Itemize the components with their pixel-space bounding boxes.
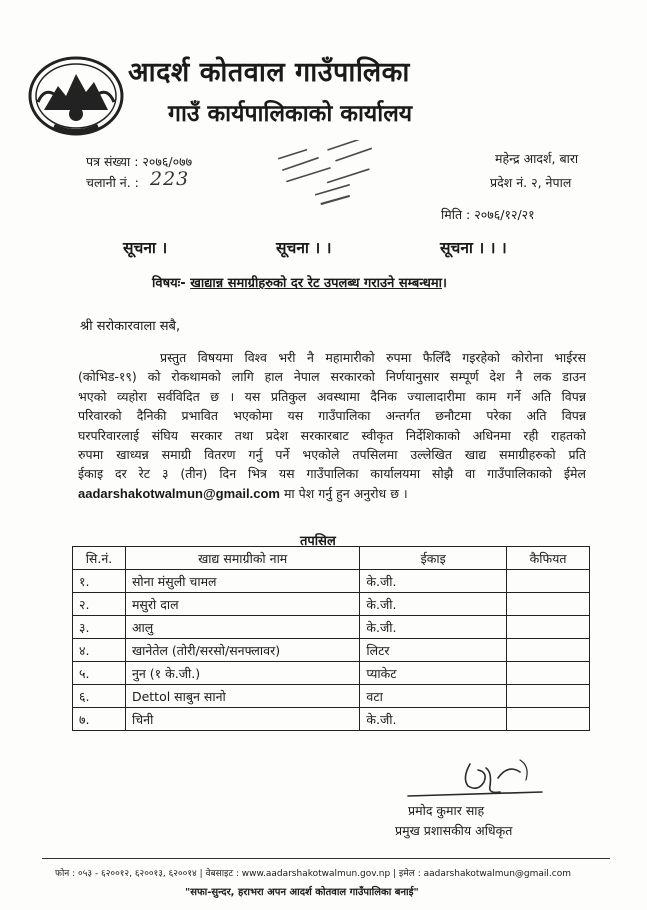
cell-item: नुन (१ के.जी.) <box>125 662 359 685</box>
body-closing: मा पेश गर्नु हुन अनुरोध छ । <box>279 485 408 501</box>
footer-divider <box>42 858 610 859</box>
cell-serial: ६. <box>73 685 126 708</box>
cell-item: सोना मंसुली चामल <box>125 570 359 593</box>
header-unit: ईकाइ <box>360 547 507 570</box>
email-address: aadarshakotwalmun@gmail.com <box>78 485 280 501</box>
body-line: (कोभिड-१९) को रोकथामको लागि हाल नेपाल सरकारको निर्णयानुसार सम्पूर्ण देश नै लक डाउन <box>78 369 586 385</box>
cell-remarks <box>507 570 590 593</box>
table-row <box>73 708 590 731</box>
table-row <box>73 616 590 639</box>
footer-contact: फोन : ०५३ - ६२००१२, ६२००१३, ६२००१४ | वेबसाइट : www.aadarshakotwalmun.gov.np | इमेल : aadarshakotwalmun@gmail.com <box>55 869 572 879</box>
cell-unit: प्याकेट <box>360 662 507 685</box>
notice-heading-1: सूचना । <box>123 239 168 257</box>
signatory-title: प्रमुख प्रशासकीय अधिकृत <box>395 823 513 838</box>
body-paragraph <box>78 348 586 503</box>
table-row <box>73 593 590 616</box>
salutation: श्री सरोकारवाला सबै, <box>80 319 181 334</box>
office-name: गाउँ कार्यपालिकाको कार्यालय <box>168 101 413 127</box>
footer-slogan: "सफा-सुन्दर, हराभरा अपन आदर्श कोतवाल गाउँपालिका बनाई" <box>185 887 419 898</box>
table-header-row <box>73 547 590 570</box>
cell-serial: ७. <box>73 708 126 731</box>
letter-date: मिति : २०७६/१२/२१ <box>441 207 535 222</box>
handwritten-signature <box>400 756 550 804</box>
nepal-government-emblem <box>24 52 128 140</box>
table-row <box>73 639 590 662</box>
subject-prefix: विषयः- <box>152 276 191 291</box>
reference-number: पत्र संख्या : २०७६/०७७ <box>86 154 193 169</box>
cell-serial: २. <box>73 593 126 616</box>
header-remarks: कैफियत <box>507 547 590 570</box>
cell-item: चिनी <box>125 708 359 731</box>
body-line: प्रस्तुत विषयमा विश्व भरी नै महामारीको रुपमा फैलिँदै गइरहेको कोरोना भाईरस <box>160 350 586 365</box>
cell-remarks <box>507 616 590 639</box>
subject-suffix: । <box>442 276 447 291</box>
body-line: ईकाइ दर रेट ३ (तीन) दिन भित्र यस गाउँपालिका कार्यालयमा सोझै वा गाउँपालिकाको ईमेल <box>78 466 586 482</box>
body-line: घरपरिवारलाई संघिय सरकार तथा प्रदेश सरकारबाट स्वीकृत निर्देशिकाको अधिनमा रही राहतको <box>78 427 586 443</box>
cell-serial: ३. <box>73 616 126 639</box>
cell-remarks <box>507 685 590 708</box>
cell-item: मसुरो दाल <box>125 593 359 616</box>
table-row <box>73 685 590 708</box>
table-row <box>73 570 590 593</box>
notice-heading-2: सूचना । । <box>276 239 332 257</box>
cell-remarks <box>507 639 590 662</box>
cell-remarks <box>507 708 590 731</box>
cell-unit: वटा <box>360 685 507 708</box>
cell-unit: के.जी. <box>360 570 507 593</box>
cell-unit: के.जी. <box>360 593 507 616</box>
header-serial: सि.नं. <box>73 547 126 570</box>
body-closing-line <box>78 484 586 503</box>
cell-serial: १. <box>73 570 126 593</box>
cell-item: Dettol साबुन सानो <box>125 685 359 708</box>
address-line-2: प्रदेश नं. २, नेपाल <box>490 175 572 190</box>
header-item-name: खाद्य समाग्रीको नाम <box>125 547 359 570</box>
signatory-name: प्रमोद कुमार साह <box>408 803 485 818</box>
table-row <box>73 662 590 685</box>
cell-serial: ५. <box>73 662 126 685</box>
office-stamp <box>272 140 388 212</box>
body-line: परिवारको दैनिकी प्रभावित भएकोमा यस गाउँपालिका अन्तर्गत छनौटमा परेका अति विपन्न <box>78 408 586 424</box>
table-caption: तपसिल <box>300 534 336 549</box>
cell-unit: लिटर <box>360 639 507 662</box>
cell-serial: ४. <box>73 639 126 662</box>
body-line: रुपमा खाध्यन्न समाग्री वितरण गर्नु पर्ने भएकोले तपसिलमा उल्लेखित खाद्य समाग्रीहरुको प्रति <box>78 447 586 463</box>
cell-item: खानेतेल (तोरी/सरसो/सनफ्लावर) <box>125 639 359 662</box>
cell-unit: के.जी. <box>360 708 507 731</box>
items-table <box>72 546 590 731</box>
body-line: भएको व्यहोरा सर्वविदित छ । यस प्रतिकुल अवस्थामा दैनिक ज्यालादारीमा काम गर्ने अति विपन्न <box>78 388 586 404</box>
cell-unit: के.जी. <box>360 616 507 639</box>
subject-text: खाद्यान्न समाग्रीहरुको दर रेट उपलब्ध गराउने सम्बन्धमा <box>190 276 442 291</box>
cell-item: आलु <box>125 616 359 639</box>
cell-remarks <box>507 662 590 685</box>
org-name: आदर्श कोतवाल गाउँपालिका <box>128 57 410 88</box>
dispatch-number-handwritten: 223 <box>150 168 190 190</box>
notice-heading-3: सूचना । । । <box>440 239 507 257</box>
cell-remarks <box>507 593 590 616</box>
address-line-1: महेन्द्र आदर्श, बारा <box>495 151 579 166</box>
subject-line <box>152 273 447 291</box>
dispatch-number-label: चलानी नं. : <box>86 175 139 190</box>
